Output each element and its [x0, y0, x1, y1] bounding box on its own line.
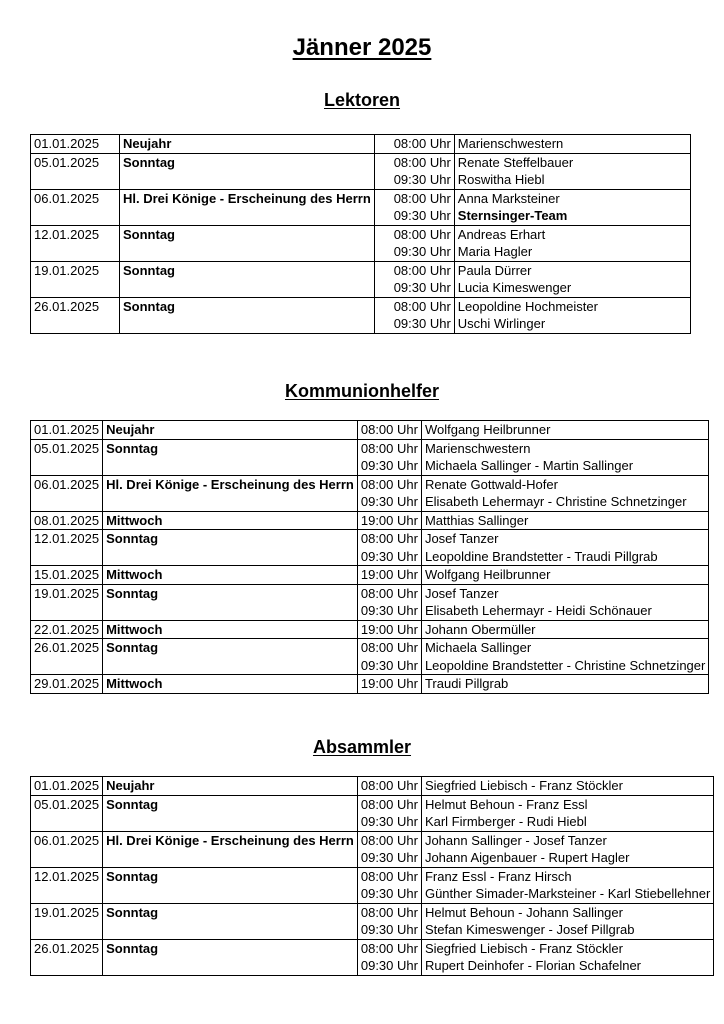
- name-text: Rupert Deinhofer - Florian Schafelner: [424, 958, 642, 973]
- section-title-absammler: Absammler: [312, 737, 412, 757]
- name-text: Wolfgang Heilbrunner: [424, 422, 551, 437]
- time-cell: [357, 831, 421, 867]
- date-cell: 22.01.2025: [31, 620, 103, 639]
- name-text: Johann Obermüller: [424, 621, 536, 637]
- time-cell: [374, 297, 454, 333]
- time-cell: [357, 939, 421, 975]
- time-text: 19:00 Uhr: [360, 512, 418, 528]
- time-cell: [357, 777, 421, 796]
- day-cell: Mittwoch: [103, 511, 358, 530]
- name-text: Johann Sallinger - Josef Tanzer: [424, 832, 607, 848]
- names-cell: [421, 439, 708, 475]
- names-cell: [454, 153, 690, 189]
- date-cell: 01.01.2025: [31, 135, 120, 154]
- table-row: [31, 153, 691, 189]
- table-row: [31, 297, 691, 333]
- table-row: [31, 135, 691, 154]
- time-text: 08:00 Uhr: [393, 154, 451, 170]
- day-cell: Hl. Drei Könige - Erscheinung des Herrn: [120, 189, 375, 225]
- names-cell: [421, 511, 708, 530]
- name-text: Siegfried Liebisch - Franz Stöckler: [424, 940, 623, 956]
- names-cell: [454, 189, 690, 225]
- time-cell: [374, 153, 454, 189]
- date-cell: 06.01.2025: [31, 831, 103, 867]
- time-text: 09:30 Uhr: [393, 316, 451, 331]
- time-text: 09:30 Uhr: [360, 548, 418, 564]
- table-row: [31, 566, 709, 585]
- table-row: [31, 421, 709, 440]
- name-text: Paula Dürrer: [457, 262, 532, 278]
- time-text: 09:30 Uhr: [360, 603, 418, 618]
- day-cell: Sonntag: [103, 530, 358, 566]
- name-text: Sternsinger-Team: [457, 208, 568, 223]
- time-cell: [357, 620, 421, 639]
- time-text: 08:00 Uhr: [360, 778, 418, 793]
- date-cell: 05.01.2025: [31, 795, 103, 831]
- table-row: [31, 261, 691, 297]
- names-cell: [421, 566, 708, 585]
- time-text: 08:00 Uhr: [360, 904, 418, 920]
- time-text: 08:00 Uhr: [360, 440, 418, 456]
- name-text: Günther Simader-Marksteiner - Karl Stiebellehner: [424, 886, 711, 901]
- kommunionhelfer-table: [30, 420, 709, 694]
- time-cell: [374, 135, 454, 154]
- date-cell: 15.01.2025: [31, 566, 103, 585]
- name-text: Josef Tanzer: [424, 585, 499, 601]
- table-row: [31, 831, 714, 867]
- name-text: Andreas Erhart: [457, 226, 546, 242]
- absammler-table: [30, 776, 714, 976]
- time-cell: [357, 795, 421, 831]
- name-text: Uschi Wirlinger: [457, 316, 546, 331]
- day-cell: Sonntag: [103, 903, 358, 939]
- date-cell: 12.01.2025: [31, 530, 103, 566]
- time-text: 08:00 Uhr: [360, 796, 418, 812]
- date-cell: 19.01.2025: [31, 903, 103, 939]
- time-text: 19:00 Uhr: [360, 676, 418, 691]
- day-cell: Mittwoch: [103, 566, 358, 585]
- section-title-lektoren: Lektoren: [323, 90, 401, 110]
- table-row: [31, 639, 709, 675]
- day-cell: Neujahr: [103, 421, 358, 440]
- day-cell: Neujahr: [120, 135, 375, 154]
- time-cell: [357, 584, 421, 620]
- time-cell: [357, 530, 421, 566]
- time-cell: [374, 261, 454, 297]
- names-cell: [421, 939, 713, 975]
- time-text: 09:30 Uhr: [360, 886, 418, 901]
- time-text: 08:00 Uhr: [360, 422, 418, 437]
- page-title: Jänner 2025: [292, 34, 432, 61]
- time-text: 09:30 Uhr: [360, 958, 418, 973]
- names-cell: [454, 297, 690, 333]
- date-cell: 08.01.2025: [31, 511, 103, 530]
- day-cell: Sonntag: [103, 867, 358, 903]
- lektoren-table: [30, 134, 691, 334]
- time-text: 08:00 Uhr: [360, 531, 418, 546]
- day-cell: Sonntag: [103, 795, 358, 831]
- table-row: [31, 225, 691, 261]
- name-text: Leopoldine Hochmeister: [457, 298, 598, 314]
- time-text: 09:30 Uhr: [360, 657, 418, 673]
- name-text: Michaela Sallinger - Martin Sallinger: [424, 458, 634, 473]
- day-cell: Sonntag: [120, 153, 375, 189]
- names-cell: [454, 261, 690, 297]
- date-cell: 06.01.2025: [31, 475, 103, 511]
- time-text: 08:00 Uhr: [393, 298, 451, 314]
- time-cell: [357, 439, 421, 475]
- name-text: Marienschwestern: [424, 440, 531, 456]
- name-text: Maria Hagler: [457, 244, 533, 259]
- names-cell: [454, 135, 690, 154]
- date-cell: 26.01.2025: [31, 639, 103, 675]
- name-text: Helmut Behoun - Johann Sallinger: [424, 904, 623, 920]
- name-text: Franz Essl - Franz Hirsch: [424, 868, 572, 884]
- day-cell: Hl. Drei Könige - Erscheinung des Herrn: [103, 831, 358, 867]
- names-cell: [421, 475, 708, 511]
- day-cell: Sonntag: [103, 439, 358, 475]
- table-row: [31, 620, 709, 639]
- names-cell: [421, 903, 713, 939]
- name-text: Marienschwestern: [457, 136, 564, 151]
- table-row: [31, 939, 714, 975]
- time-cell: [357, 475, 421, 511]
- name-text: Renate Gottwald-Hofer: [424, 476, 558, 492]
- time-text: 09:30 Uhr: [360, 850, 418, 865]
- time-cell: [357, 421, 421, 440]
- time-cell: [374, 189, 454, 225]
- time-text: 08:00 Uhr: [393, 262, 451, 278]
- date-cell: 05.01.2025: [31, 153, 120, 189]
- time-text: 09:30 Uhr: [360, 458, 418, 473]
- date-cell: 05.01.2025: [31, 439, 103, 475]
- names-cell: [421, 675, 708, 694]
- time-text: 08:00 Uhr: [360, 940, 418, 956]
- day-cell: Hl. Drei Könige - Erscheinung des Herrn: [103, 475, 358, 511]
- table-row: [31, 511, 709, 530]
- day-cell: Neujahr: [103, 777, 358, 796]
- day-cell: Sonntag: [103, 939, 358, 975]
- time-text: 09:30 Uhr: [360, 494, 418, 509]
- day-cell: Sonntag: [120, 261, 375, 297]
- time-text: 08:00 Uhr: [360, 640, 418, 655]
- table-row: [31, 584, 709, 620]
- day-cell: Mittwoch: [103, 620, 358, 639]
- name-text: Anna Marksteiner: [457, 190, 560, 206]
- name-text: Siegfried Liebisch - Franz Stöckler: [424, 778, 623, 793]
- name-text: Lucia Kimeswenger: [457, 280, 572, 295]
- time-text: 09:30 Uhr: [393, 208, 451, 223]
- name-text: Leopoldine Brandstetter - Traudi Pillgrab: [424, 548, 658, 564]
- name-text: Karl Firmberger - Rudi Hiebl: [424, 814, 587, 829]
- time-text: 08:00 Uhr: [393, 226, 451, 242]
- date-cell: 26.01.2025: [31, 939, 103, 975]
- table-row: [31, 903, 714, 939]
- day-cell: Sonntag: [103, 584, 358, 620]
- name-text: Johann Aigenbauer - Rupert Hagler: [424, 850, 630, 865]
- table-row: [31, 675, 709, 694]
- time-text: 08:00 Uhr: [360, 476, 418, 492]
- name-text: Leopoldine Brandstetter - Christine Schnetzinger: [424, 657, 706, 673]
- table-row: [31, 867, 714, 903]
- date-cell: 12.01.2025: [31, 225, 120, 261]
- date-cell: 06.01.2025: [31, 189, 120, 225]
- time-text: 09:30 Uhr: [393, 280, 451, 295]
- time-cell: [357, 867, 421, 903]
- table-row: [31, 795, 714, 831]
- time-text: 09:30 Uhr: [360, 814, 418, 829]
- date-cell: 26.01.2025: [31, 297, 120, 333]
- day-cell: Mittwoch: [103, 675, 358, 694]
- date-cell: 01.01.2025: [31, 777, 103, 796]
- names-cell: [421, 777, 713, 796]
- section-title-kommunionhelfer: Kommunionhelfer: [284, 381, 439, 401]
- names-cell: [421, 867, 713, 903]
- date-cell: 19.01.2025: [31, 261, 120, 297]
- day-cell: Sonntag: [103, 639, 358, 675]
- time-text: 08:00 Uhr: [393, 136, 451, 151]
- name-text: Renate Steffelbauer: [457, 154, 574, 170]
- table-row: [31, 189, 691, 225]
- name-text: Elisabeth Lehermayr - Heidi Schönauer: [424, 603, 652, 618]
- date-cell: 12.01.2025: [31, 867, 103, 903]
- time-text: 08:00 Uhr: [360, 585, 418, 601]
- names-cell: [421, 620, 708, 639]
- name-text: Josef Tanzer: [424, 531, 499, 546]
- name-text: Helmut Behoun - Franz Essl: [424, 796, 588, 812]
- name-text: Matthias Sallinger: [424, 512, 529, 528]
- time-text: 09:30 Uhr: [393, 244, 451, 259]
- table-row: [31, 439, 709, 475]
- time-text: 08:00 Uhr: [360, 868, 418, 884]
- time-text: 09:30 Uhr: [393, 172, 451, 187]
- time-text: 08:00 Uhr: [393, 190, 451, 206]
- names-cell: [421, 421, 708, 440]
- name-text: Roswitha Hiebl: [457, 172, 545, 187]
- names-cell: [454, 225, 690, 261]
- name-text: Wolfgang Heilbrunner: [424, 567, 551, 582]
- time-cell: [357, 566, 421, 585]
- names-cell: [421, 530, 708, 566]
- date-cell: 29.01.2025: [31, 675, 103, 694]
- time-cell: [357, 903, 421, 939]
- date-cell: 19.01.2025: [31, 584, 103, 620]
- names-cell: [421, 795, 713, 831]
- date-cell: 01.01.2025: [31, 421, 103, 440]
- time-text: 09:30 Uhr: [360, 922, 418, 937]
- table-row: [31, 777, 714, 796]
- table-row: [31, 530, 709, 566]
- time-cell: [357, 639, 421, 675]
- name-text: Stefan Kimeswenger - Josef Pillgrab: [424, 922, 635, 937]
- table-row: [31, 475, 709, 511]
- name-text: Traudi Pillgrab: [424, 676, 509, 691]
- time-text: 19:00 Uhr: [360, 621, 418, 637]
- names-cell: [421, 831, 713, 867]
- time-cell: [357, 675, 421, 694]
- day-cell: Sonntag: [120, 297, 375, 333]
- time-text: 08:00 Uhr: [360, 832, 418, 848]
- name-text: Michaela Sallinger: [424, 640, 532, 655]
- day-cell: Sonntag: [120, 225, 375, 261]
- name-text: Elisabeth Lehermayr - Christine Schnetzinger: [424, 494, 687, 509]
- time-text: 19:00 Uhr: [360, 567, 418, 582]
- names-cell: [421, 584, 708, 620]
- time-cell: [374, 225, 454, 261]
- names-cell: [421, 639, 708, 675]
- time-cell: [357, 511, 421, 530]
